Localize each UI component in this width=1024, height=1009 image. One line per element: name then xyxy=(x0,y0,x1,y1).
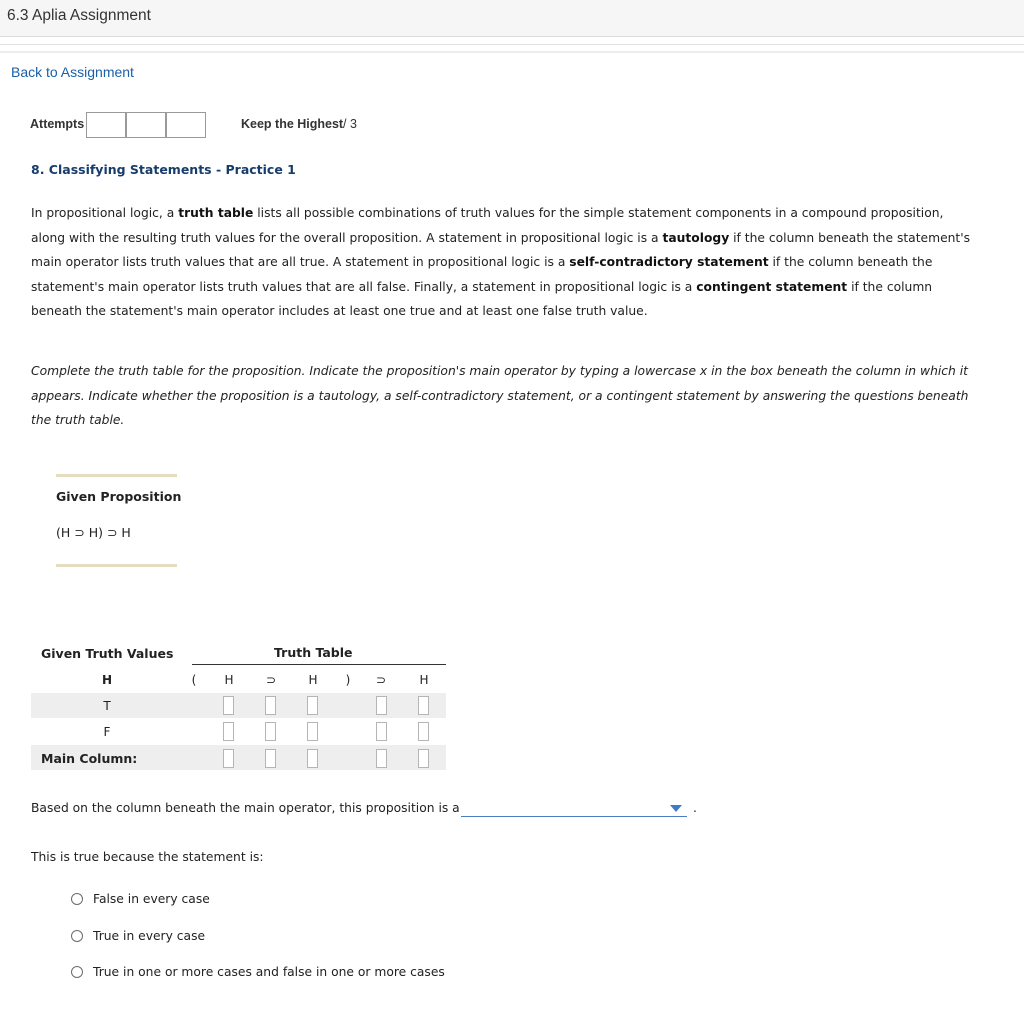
attempt-box-2 xyxy=(126,112,166,138)
truth-input[interactable] xyxy=(418,696,429,715)
sentence-period: . xyxy=(693,801,697,815)
proposition-heading: Given Proposition xyxy=(56,489,182,504)
intro-text: In propositional logic, a xyxy=(31,206,179,220)
intro-term: contingent statement xyxy=(696,279,848,294)
truth-input[interactable] xyxy=(376,722,387,741)
main-column-input[interactable] xyxy=(418,749,429,768)
truth-input[interactable] xyxy=(265,696,276,715)
divider xyxy=(0,44,1024,45)
truth-input[interactable] xyxy=(223,722,234,741)
back-to-assignment-link[interactable]: Back to Assignment xyxy=(11,64,134,80)
truth-input[interactable] xyxy=(223,696,234,715)
radio-label: True in one or more cases and false in one or more cases xyxy=(93,965,445,979)
title-bar xyxy=(0,0,1024,37)
truth-input[interactable] xyxy=(418,722,429,741)
truth-input[interactable] xyxy=(307,696,318,715)
column-header: ( xyxy=(191,673,197,687)
attempt-box-1 xyxy=(86,112,126,138)
attempts-label: Attempts xyxy=(30,117,85,131)
divider xyxy=(0,51,1024,53)
main-column-input[interactable] xyxy=(307,749,318,768)
classification-prompt: Based on the column beneath the main operator, this proposition is a xyxy=(31,801,460,815)
classification-dropdown[interactable] xyxy=(461,798,687,817)
intro-term: self-contradictory statement xyxy=(569,255,769,269)
dropdown-arrow-icon xyxy=(670,805,682,812)
radio-button[interactable] xyxy=(71,966,83,978)
column-header: ⊃ xyxy=(265,673,277,687)
column-header: H xyxy=(308,673,318,687)
proposition-rule-bottom xyxy=(56,564,177,567)
radio-label: True in every case xyxy=(93,929,206,943)
main-column-input[interactable] xyxy=(223,749,234,768)
radio-button[interactable] xyxy=(71,893,83,905)
instructions-paragraph: Complete the truth table for the proposition. Indicate the proposition's main operator by typing a lowercase x in the box beneath the column in which it appears. Indicate whether the proposition is a tautology, a self-contradictory statement, or a contingent statement by answering the questions beneath the truth table. xyxy=(31,364,969,427)
given-value-row-2: F xyxy=(103,725,111,739)
main-column-input[interactable] xyxy=(265,749,276,768)
truth-input[interactable] xyxy=(307,722,318,741)
given-value-row-1: T xyxy=(103,699,111,713)
column-header: ) xyxy=(345,673,351,687)
intro-paragraph xyxy=(31,201,981,324)
intro-text: if the column beneath the statement's main operator lists truth values that are all true. A statement in propositional logic is a xyxy=(31,230,971,269)
intro-text: lists all possible combinations of truth values for the simple statement components in a compound proposition, along with the resulting truth values for the overall proposition. A statement in propositional logic is a xyxy=(31,206,944,245)
radio-button[interactable] xyxy=(71,930,83,942)
intro-term: tautology xyxy=(662,230,730,245)
proposition-formula: (H ⊃ H) ⊃ H xyxy=(56,525,131,540)
column-header: H xyxy=(419,673,429,687)
radio-label: False in every case xyxy=(93,892,210,906)
intro-text: if the column beneath the statement's main operator lists truth values that are all false. Finally, a statement in propositional logic is a xyxy=(31,255,933,294)
intro-text: if the column beneath the statement's main operator includes at least one true and at least one false truth value. xyxy=(31,279,933,318)
truth-input[interactable] xyxy=(376,696,387,715)
truth-table-underline xyxy=(192,664,446,665)
truth-input[interactable] xyxy=(265,722,276,741)
intro-term: truth table xyxy=(178,206,254,220)
given-truth-values-heading: Given Truth Values xyxy=(41,646,174,661)
reason-prompt: This is true because the statement is: xyxy=(31,850,264,864)
attempt-box-3 xyxy=(166,112,206,138)
proposition-rule-top xyxy=(56,474,177,477)
keep-highest-label: Keep the Highest xyxy=(241,117,344,131)
main-column-label: Main Column: xyxy=(41,751,138,766)
app-title: 6.3 Aplia Assignment xyxy=(7,7,151,24)
column-header: H xyxy=(224,673,234,687)
score-total: / 3 xyxy=(343,117,357,131)
main-column-input[interactable] xyxy=(376,749,387,768)
given-var-header: H xyxy=(101,673,113,687)
truth-table-heading: Truth Table xyxy=(274,645,353,660)
question-title: 8. Classifying Statements - Practice 1 xyxy=(31,162,296,177)
column-header: ⊃ xyxy=(375,673,387,687)
